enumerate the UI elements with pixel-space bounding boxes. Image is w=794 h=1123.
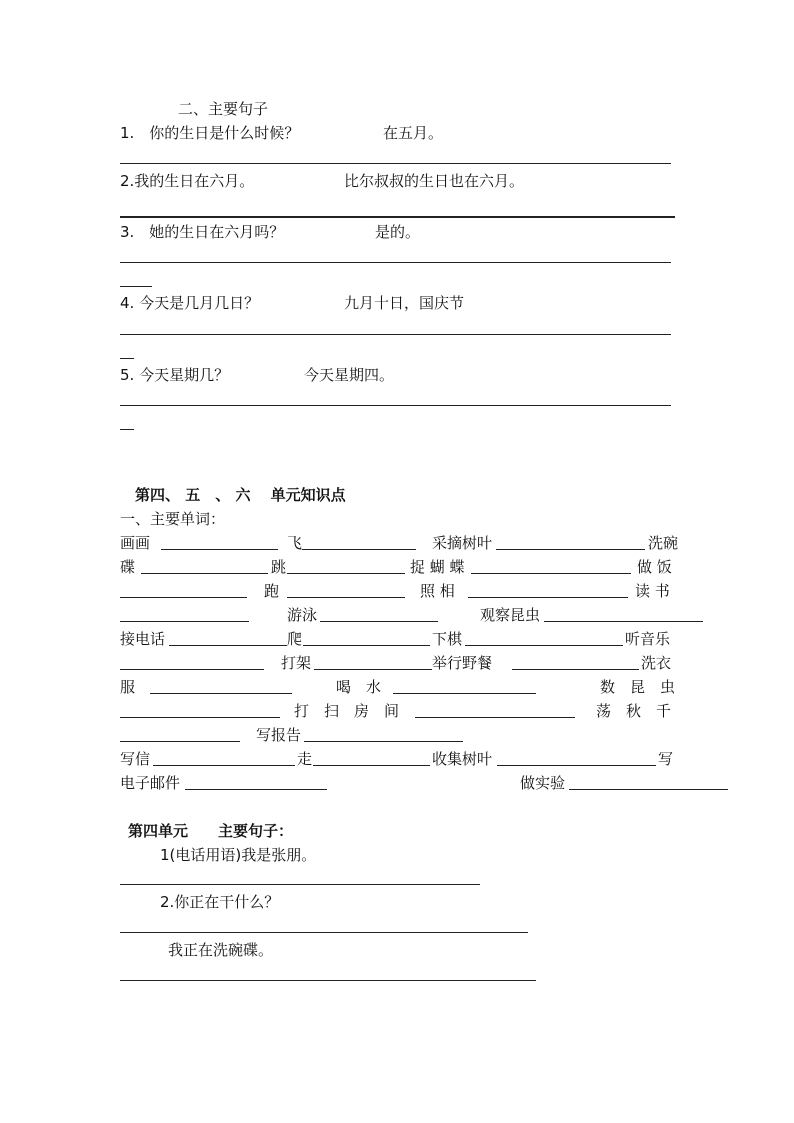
word-zou: 走 [297, 750, 313, 768]
section-heading-sentences: 二、主要句子 [178, 100, 269, 118]
blank-line[interactable] [120, 741, 240, 742]
answer-line[interactable] [120, 334, 671, 335]
blank-line[interactable] [496, 549, 645, 550]
blank-line[interactable] [185, 789, 327, 790]
word-shouji-shuye: 收集树叶 [432, 750, 493, 768]
word-xie-youjian-part1: 写 [658, 750, 674, 768]
unit-title: 第四、 五 、 六 单元知识点 [135, 486, 346, 504]
sentence-1-question: 1. 你的生日是什么时候？ [120, 124, 300, 142]
blank-line[interactable] [313, 765, 430, 766]
blank-line[interactable] [304, 741, 463, 742]
word-dushu: 读 书 [635, 582, 670, 600]
word-jie-dianhua: 接电话 [120, 630, 166, 648]
word-xie-youjian-part2: 电子邮件 [120, 774, 181, 792]
blank-line[interactable] [303, 645, 430, 646]
word-xie-baogao: 写报告 [256, 726, 302, 744]
word-xiaqi: 下棋 [432, 630, 463, 648]
word-heshui: 喝 水 [336, 678, 382, 696]
sentence-2-answer: 比尔叔叔的生日也在六月。 [344, 172, 525, 190]
blank-line[interactable] [120, 717, 280, 718]
unit4-heading: 第四单元 主要句子： [128, 822, 294, 840]
answer-line[interactable] [120, 932, 528, 933]
blank-line[interactable] [120, 669, 264, 670]
answer-line[interactable] [120, 980, 536, 981]
blank-line[interactable] [415, 717, 575, 718]
unit4-sentence-1: 1(电话用语)我是张朋。 [160, 846, 317, 864]
blank-line[interactable] [120, 597, 247, 598]
blank-line[interactable] [569, 789, 728, 790]
blank-line[interactable] [393, 693, 536, 694]
blank-line[interactable] [161, 549, 278, 550]
word-pao: 跑 [264, 582, 280, 600]
answer-line[interactable] [120, 262, 671, 263]
blank-line[interactable] [120, 621, 249, 622]
answer-line-continuation[interactable] [120, 286, 152, 287]
word-zhuo-hudie: 捉 蝴 蝶 [410, 558, 465, 576]
answer-line[interactable] [120, 216, 675, 218]
blank-line[interactable] [471, 573, 631, 574]
blank-line[interactable] [512, 669, 639, 670]
sentence-1-answer: 在五月。 [383, 124, 444, 142]
word-xiyi-part1: 洗衣 [641, 654, 672, 672]
blank-line[interactable] [169, 645, 287, 646]
word-dasao-fangjian: 打 扫 房 间 [294, 702, 400, 720]
sentence-4-answer: 九月十日，国庆节 [344, 294, 465, 312]
blank-line[interactable] [287, 597, 405, 598]
sentence-3-question: 3. 她的生日在六月吗？ [120, 223, 285, 241]
word-zuofan: 做 饭 [637, 558, 672, 576]
blank-line[interactable] [153, 765, 295, 766]
word-ting-yinyue: 听音乐 [625, 630, 671, 648]
word-xiwan-part2: 碟 [120, 558, 136, 576]
word-xiyi-part2: 服 [120, 678, 136, 696]
word-zhaoxiang: 照 相 [420, 582, 455, 600]
blank-line[interactable] [320, 621, 438, 622]
word-guancha-kunchong: 观察昆虫 [480, 606, 541, 624]
word-juxing-yecan: 举行野餐 [432, 654, 493, 672]
answer-line-continuation[interactable] [120, 429, 134, 430]
answer-line-continuation[interactable] [120, 358, 134, 359]
sentence-4-question: 4. 今天是几月几日？ [120, 294, 260, 312]
vocab-heading: 一、主要单词： [120, 510, 226, 528]
word-huahua: 画画 [120, 534, 151, 552]
answer-line[interactable] [120, 405, 671, 406]
blank-line[interactable] [314, 669, 432, 670]
word-tiao: 跳 [271, 558, 287, 576]
blank-line[interactable] [497, 765, 656, 766]
blank-line[interactable] [544, 621, 703, 622]
word-dajia: 打架 [281, 654, 312, 672]
blank-line[interactable] [287, 573, 405, 574]
answer-line[interactable] [120, 163, 671, 164]
blank-line[interactable] [465, 645, 623, 646]
word-caizhai-shuye: 采摘树叶 [432, 534, 493, 552]
sentence-2-question: 2.我的生日在六月。 [120, 172, 255, 190]
unit4-sentence-3: 我正在洗碗碟。 [168, 941, 274, 959]
word-zuo-shiyan: 做实验 [520, 774, 566, 792]
word-dang-qiuqian: 荡 秋 千 [596, 702, 672, 720]
word-xiwan-part1: 洗碗 [648, 534, 679, 552]
word-xiexin: 写信 [120, 750, 151, 768]
word-pa: 爬 [287, 630, 303, 648]
word-fei: 飞 [287, 534, 303, 552]
sentence-5-question: 5. 今天星期几？ [120, 366, 230, 384]
word-shu-kunchong: 数 昆 虫 [600, 678, 676, 696]
blank-line[interactable] [468, 597, 628, 598]
answer-line[interactable] [120, 884, 480, 885]
blank-line[interactable] [141, 573, 268, 574]
sentence-5-answer: 今天星期四。 [304, 366, 395, 384]
blank-line[interactable] [150, 693, 292, 694]
blank-line[interactable] [302, 549, 416, 550]
unit4-sentence-2: 2.你正在干什么？ [160, 893, 280, 911]
word-youyong: 游泳 [287, 606, 318, 624]
sentence-3-answer: 是的。 [375, 223, 421, 241]
